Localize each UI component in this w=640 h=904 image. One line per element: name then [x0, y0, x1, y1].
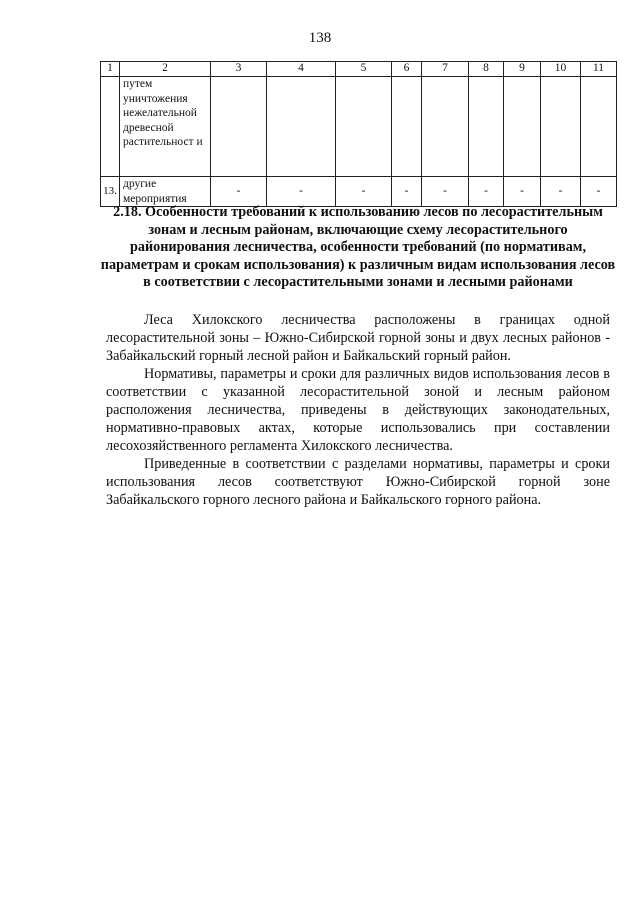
table-cell	[392, 77, 422, 177]
column-header: 6	[392, 62, 422, 77]
table-row	[101, 77, 617, 177]
forest-use-table	[100, 61, 617, 207]
column-header: 4	[267, 62, 336, 77]
table-cell: -	[336, 177, 392, 207]
table-cell: -	[504, 177, 541, 207]
column-header: 2	[120, 62, 211, 77]
table-cell: -	[581, 177, 617, 207]
table-cell	[211, 77, 267, 177]
column-header: 1	[101, 62, 120, 77]
row-name: путем уничтожения нежелательной древесной растительност и	[120, 77, 211, 177]
table-cell: -	[267, 177, 336, 207]
table-cell	[504, 77, 541, 177]
table-cell	[336, 77, 392, 177]
table-cell	[581, 77, 617, 177]
column-header: 10	[541, 62, 581, 77]
column-header: 7	[422, 62, 469, 77]
paragraph: Приведенные в соответствии с разделами нормативы, параметры и сроки использования лесов соответствуют Южно-Сибирской горной зоне Забайкальского горного лесного района и Байкальского горного района.	[106, 456, 610, 508]
column-header: 11	[581, 62, 617, 77]
table-cell: -	[211, 177, 267, 207]
section-title: 2.18. Особенности требований к использованию лесов по лесорастительным зонам и лесным районам, включающие схему лесорастительного районирования лесничества, особенности требований (по нормативам, параметрам и срокам использования) к различным видам использования лесов в соответствии с лесорастительными зонами и лесными районами	[100, 204, 616, 290]
table-cell	[267, 77, 336, 177]
table-cell	[541, 77, 581, 177]
table-cell	[469, 77, 504, 177]
row-number: 13.	[101, 177, 120, 207]
column-header: 9	[504, 62, 541, 77]
body-text	[106, 311, 610, 509]
column-header: 8	[469, 62, 504, 77]
paragraph: Леса Хилокского лесничества расположены в границах одной лесорастительной зоны – Южно-Сибирской горной зоны и двух лесных районов - Забайкальский горный лесной район и Байкальский горный район.	[106, 312, 610, 364]
table-cell: -	[541, 177, 581, 207]
column-header: 3	[211, 62, 267, 77]
row-number	[101, 77, 120, 177]
table-cell: -	[392, 177, 422, 207]
column-header: 5	[336, 62, 392, 77]
paragraph: Нормативы, параметры и сроки для различных видов использования лесов в соответствии с указанной лесорастительной зоной и лесным районом расположения лесничества, приведены в действующих законодательных, нормативно-правовых актах, которые использовались при составлении лесохозяйственного регламента Хилокского лесничества.	[106, 366, 610, 454]
table-cell	[422, 77, 469, 177]
table-cell: -	[422, 177, 469, 207]
page-number: 138	[308, 30, 332, 46]
table-header-row	[101, 62, 617, 77]
table-row	[101, 177, 617, 207]
row-name: другие мероприятия	[120, 177, 211, 207]
table-cell: -	[469, 177, 504, 207]
